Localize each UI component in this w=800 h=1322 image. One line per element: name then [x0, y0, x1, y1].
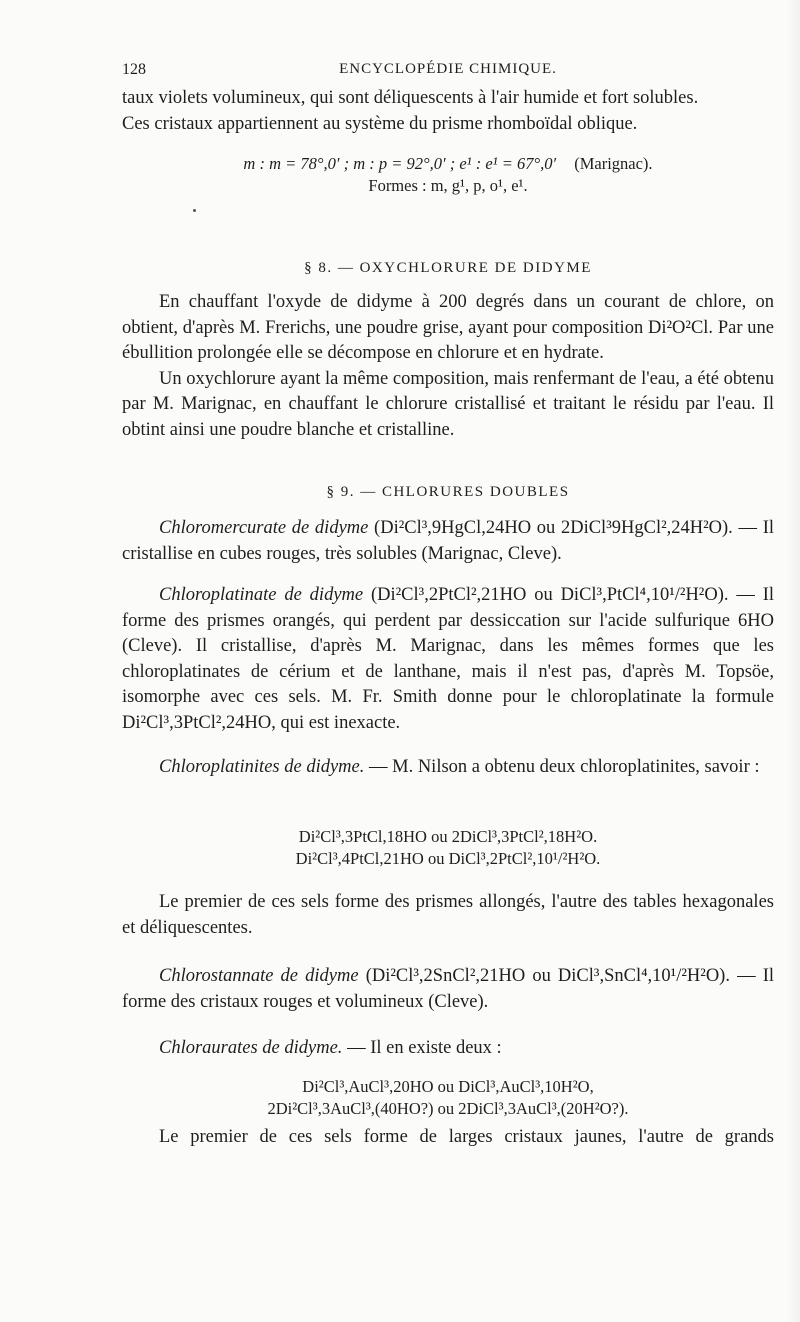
- entry-chloroplatinites: [122, 755, 774, 781]
- chloroplatinites-text: — M. Nilson a obtenu deux chloroplatinites, savoir :: [369, 757, 760, 777]
- angles-forms: Formes : m, g¹, p, o¹, e¹.: [368, 176, 528, 195]
- entry-chlorostannate: [122, 964, 774, 1015]
- entry-chloroplatinate: [122, 583, 774, 736]
- section-8-paragraph-1: En chauffant l'oxyde de didyme à 200 degrés dans un courant de chlore, on obtient, d'après M. Frerichs, une poudre grise, ayant pour composition Di²O²Cl. Par une ébullition prolongée elle se décompose en chlorure et en hydrate.: [122, 292, 774, 363]
- chloroplatinite-formula-1: Di²Cl³,3PtCl,18HO ou 2DiCl³,3PtCl²,18H²O.: [298, 827, 598, 846]
- entry-chloraurates: [122, 1036, 774, 1062]
- chloromercurate-text: — Il cristallise en cubes rouges, très solubles (Marignac, Cleve).: [122, 518, 774, 564]
- angles-author: (Marignac).: [574, 154, 653, 173]
- chloraurates-after: Le premier de ces sels forme de larges cristaux jaunes, l'autre de grands: [159, 1127, 774, 1147]
- section-8-paragraph-2: Un oxychlorure ayant la même composition, mais renfermant de l'eau, a été obtenu par M. Marignac, en chauffant le chlorure cristallisé et traitant le résidu par l'eau. Il obtint ainsi une poudre blanche et cristalline.: [122, 368, 774, 440]
- angles-values: m : m = 78°,0′ ; m : p = 92°,0′ ; e¹ : e¹ = 67°,0′: [243, 154, 557, 173]
- chlorostannate-text: — Il forme des cristaux rouges et volumineux (Cleve).: [122, 966, 775, 1012]
- page-edge-shadow: [786, 0, 800, 1322]
- section-8-title: § 8. — OXYCHLORURE DE DIDYME: [304, 260, 592, 276]
- chloraurate-formula-1: Di²Cl³,AuCl³,20HO ou DiCl³,AuCl³,10H²O,: [302, 1077, 594, 1096]
- crystal-angles: [122, 153, 774, 197]
- chloraurates-text: — Il en existe deux :: [347, 1038, 502, 1058]
- running-header: [122, 57, 774, 81]
- running-title: ENCYCLOPÉDIE CHIMIQUE.: [339, 61, 557, 77]
- chlorostannate-formula: (Di²Cl³,2SnCl²,21HO ou DiCl³,SnCl⁴,10¹/²H²O).: [365, 966, 730, 986]
- intro-text: [122, 86, 774, 137]
- ink-speck: [193, 209, 196, 212]
- section-8-body: [122, 290, 774, 443]
- chloroplatinites-name: Chloroplatinites de didyme.: [159, 757, 365, 777]
- chloroplatinite-formula-2: Di²Cl³,4PtCl,21HO ou DiCl³,2PtCl²,10¹/²H²O.: [295, 849, 601, 868]
- chlorostannate-name: Chlorostannate de didyme: [159, 966, 359, 986]
- chloraurates-name: Chloraurates de didyme.: [159, 1038, 343, 1058]
- chloromercurate-formula: (Di²Cl³,9HgCl,24HO ou 2DiCl³9HgCl²,24H²O).: [374, 518, 733, 538]
- section-9-title: § 9. — CHLORURES DOUBLES: [326, 484, 570, 500]
- chloroplatinites-formulas: [122, 826, 774, 870]
- entry-chloromercurate: [122, 516, 774, 567]
- chloraurates-formulas: [122, 1076, 774, 1120]
- chloroplatinate-text: — Il forme des prismes orangés, qui perdent par dessiccation sur l'acide sulfurique 6HO (Cleve). Il cristallise, d'après M. Marignac, dans les mêmes formes que les chloroplatinates de cérium et de lanthane, mais il n'est pas, d'après M. Topsöe, isomorphe avec ces sels. M. Fr. Smith donne pour le chloroplatinate la formule Di²Cl³,3PtCl²,24HO, qui est inexacte.: [122, 585, 775, 733]
- chloromercurate-name: Chloromercurate de didyme: [159, 518, 369, 538]
- chloroplatinate-name: Chloroplatinate de didyme: [159, 585, 364, 605]
- page-number: 128: [122, 61, 146, 78]
- intro-line-2: Ces cristaux appartiennent au système du prisme rhomboïdal oblique.: [122, 113, 638, 134]
- intro-line-1: taux violets volumineux, qui sont déliquescents à l'air humide et fort solubles.: [122, 88, 699, 108]
- chloroplatinate-formula: (Di²Cl³,2PtCl²,21HO ou DiCl³,PtCl⁴,10¹/²H²O).: [370, 585, 729, 605]
- chloroplatinites-after: Le premier de ces sels forme des prismes allongés, l'autre des tables hexagonales et déliquescentes.: [122, 892, 774, 938]
- chloraurate-formula-2: 2Di²Cl³,3AuCl³,(40HO?) ou 2DiCl³,3AuCl³,(20H²O?).: [267, 1099, 629, 1118]
- angles-line: [122, 153, 774, 175]
